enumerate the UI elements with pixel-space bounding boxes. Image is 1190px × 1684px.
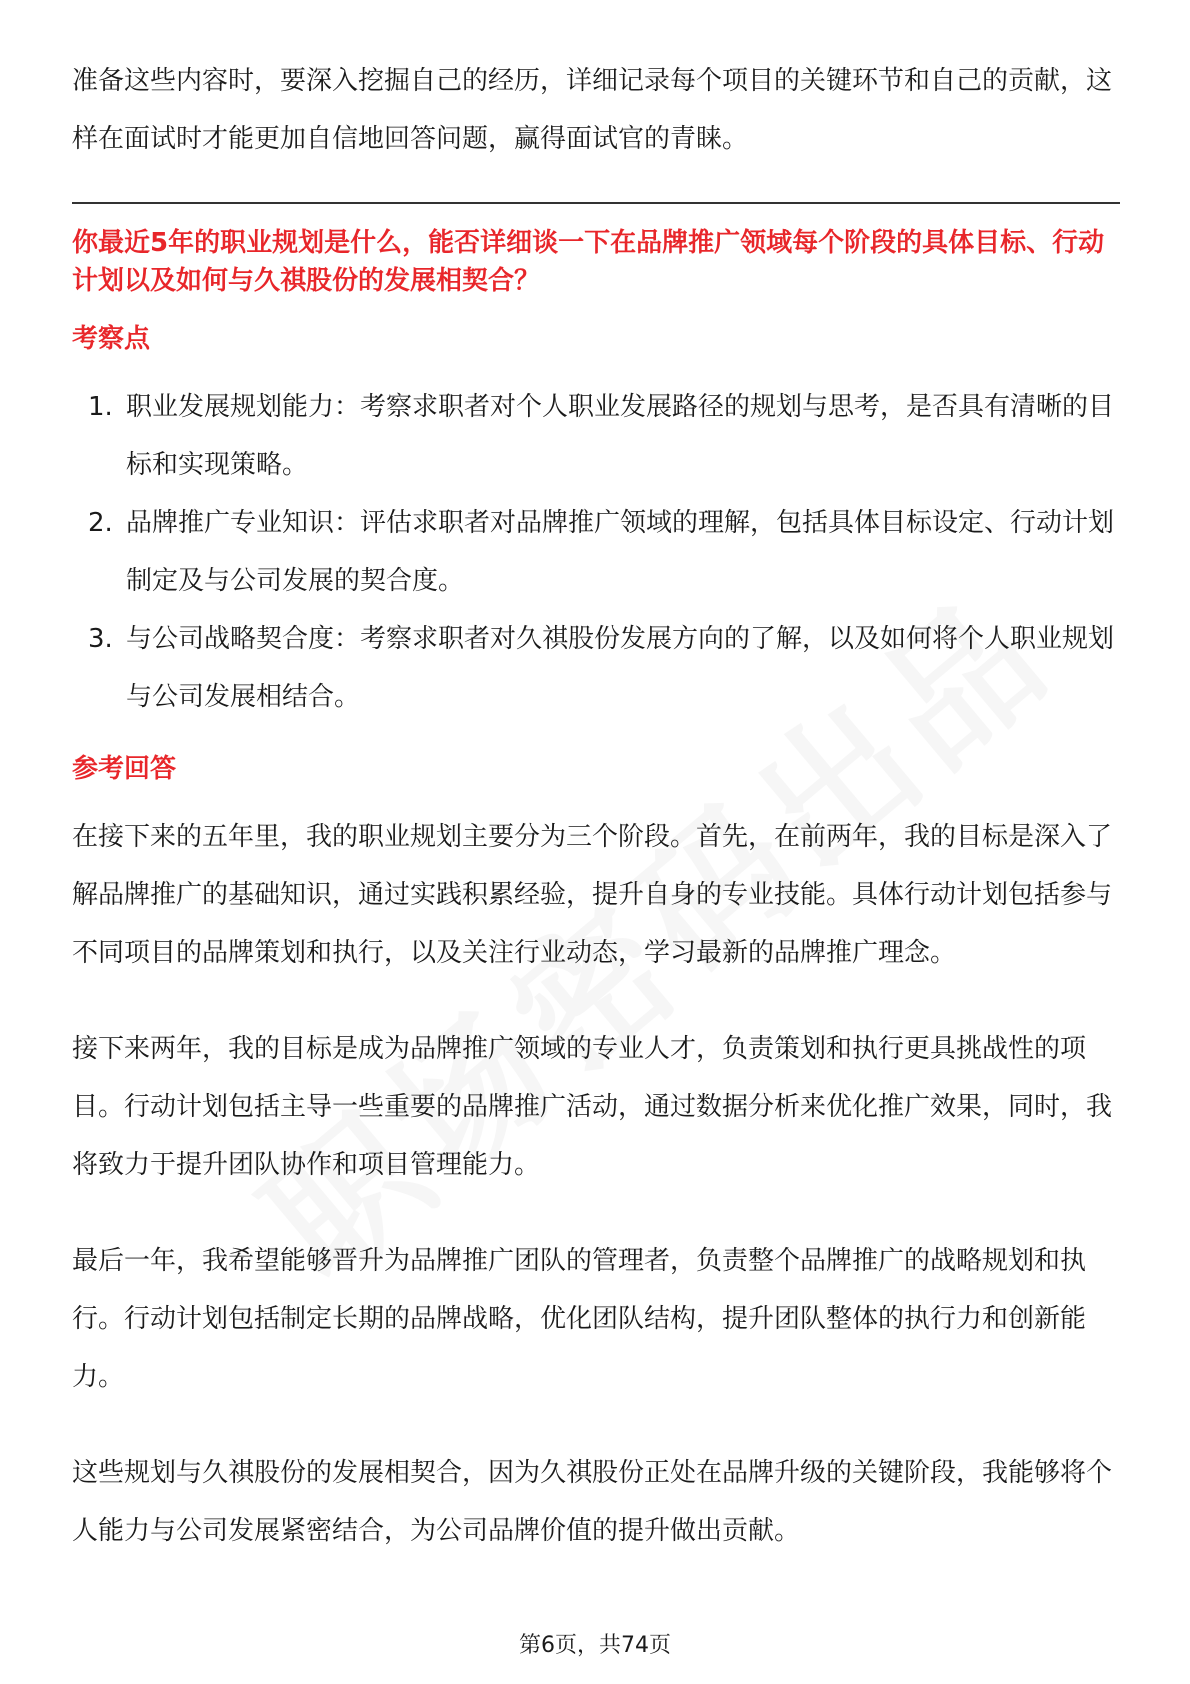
interview-question: 你最近5年的职业规划是什么，能否详细谈一下在品牌推广领域每个阶段的具体目标、行动计划以及如何与久祺股份的发展相契合？ xyxy=(72,228,1105,296)
answer-paragraph: 在接下来的五年里，我的职业规划主要分为三个阶段。首先，在前两年，我的目标是深入了解品牌推广的基础知识，通过实践积累经验，提升自身的专业技能。具体行动计划包括参与不同项目的品牌策划和执行，以及关注行业动态，学习最新的品牌推广理念。 xyxy=(72,822,1113,968)
answer-body xyxy=(72,808,1120,1560)
assessment-item-number: 1. xyxy=(88,392,113,422)
answer-heading: 参考回答 xyxy=(72,754,177,784)
assessment-item-number: 2. xyxy=(88,508,113,538)
assessment-item-text: 品牌推广专业知识：评估求职者对品牌推广领域的理解，包括具体目标设定、行动计划制定及与公司发展的契合度。 xyxy=(126,508,1115,596)
assessment-item xyxy=(72,610,1120,726)
assessment-item xyxy=(72,378,1120,494)
assessment-item-text: 与公司战略契合度：考察求职者对久祺股份发展方向的了解，以及如何将个人职业规划与公司发展相结合。 xyxy=(126,624,1115,712)
assessment-item xyxy=(72,494,1120,610)
assessment-heading: 考察点 xyxy=(72,324,151,354)
page-content xyxy=(72,52,1120,1560)
assessment-list xyxy=(72,378,1120,726)
assessment-item-number: 3. xyxy=(88,624,113,654)
page-number: 第6页，共74页 xyxy=(519,1633,671,1658)
intro-paragraph: 准备这些内容时，要深入挖掘自己的经历，详细记录每个项目的关键环节和自己的贡献，这样在面试时才能更加自信地回答问题，赢得面试官的青睐。 xyxy=(72,66,1113,154)
answer-paragraph: 接下来两年，我的目标是成为品牌推广领域的专业人才，负责策划和执行更具挑战性的项目。行动计划包括主导一些重要的品牌推广活动，通过数据分析来优化推广效果，同时，我将致力于提升团队协作和项目管理能力。 xyxy=(72,1034,1113,1180)
assessment-item-text: 职业发展规划能力：考察求职者对个人职业发展路径的规划与思考，是否具有清晰的目标和实现策略。 xyxy=(126,392,1115,480)
answer-paragraph: 最后一年，我希望能够晋升为品牌推广团队的管理者，负责整个品牌推广的战略规划和执行。行动计划包括制定长期的品牌战略，优化团队结构，提升团队整体的执行力和创新能力。 xyxy=(72,1246,1087,1392)
answer-paragraph: 这些规划与久祺股份的发展相契合，因为久祺股份正处在品牌升级的关键阶段，我能够将个人能力与公司发展紧密结合，为公司品牌价值的提升做出贡献。 xyxy=(72,1458,1113,1546)
section-divider xyxy=(72,202,1120,204)
